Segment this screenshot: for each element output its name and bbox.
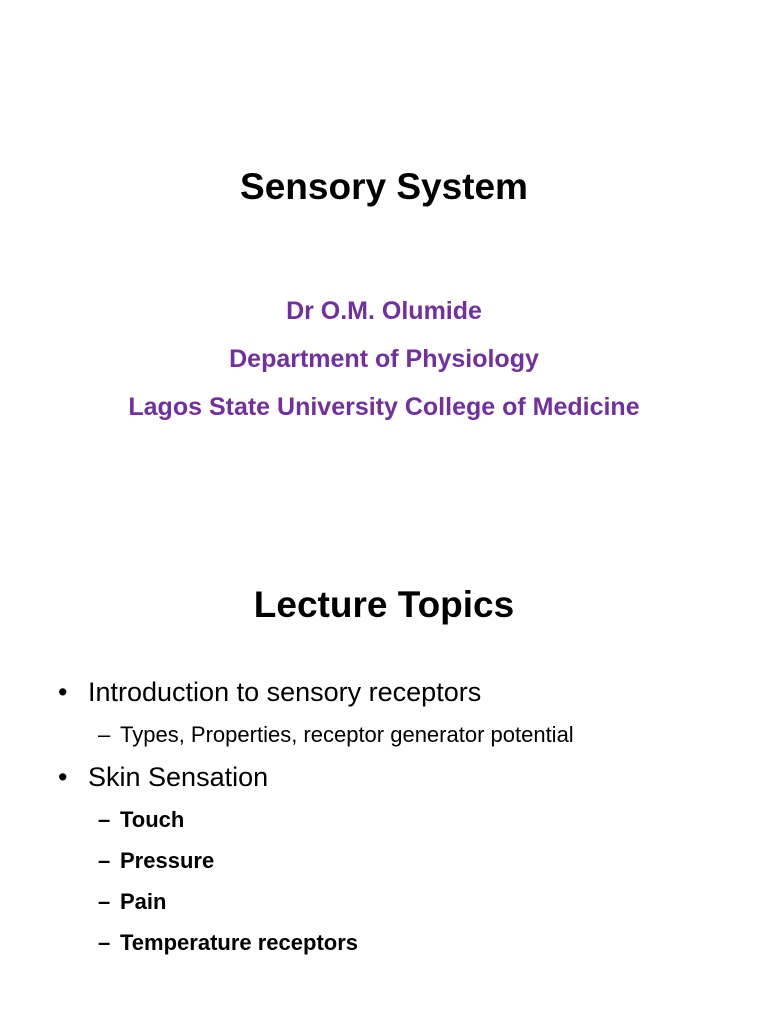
topics-title: Lecture Topics (253, 584, 515, 625)
topics-list (58, 670, 748, 963)
dash-icon: – (98, 722, 111, 747)
topic-bullet (58, 755, 748, 799)
topic-text: Introduction to sensory receptors (88, 677, 482, 707)
topic-subitem (58, 840, 748, 881)
subitem-text: Touch (120, 807, 185, 832)
institution-name: Lagos State University College of Medicine (128, 393, 640, 421)
topic-text: Skin Sensation (88, 762, 269, 792)
slide-subtitle (0, 287, 768, 431)
subitem-text: Pressure (120, 848, 215, 873)
author-name: Dr O.M. Olumide (286, 297, 482, 325)
topic-subitem (58, 922, 748, 963)
subitem-text: Pain (120, 889, 167, 914)
topic-subitem (58, 799, 748, 840)
title-slide (0, 0, 768, 500)
topic-subitem (58, 881, 748, 922)
bullet-dot-icon: • (58, 677, 68, 707)
topics-slide (0, 560, 768, 1000)
bullet-dot-icon: • (58, 762, 68, 792)
dash-icon: – (98, 807, 111, 832)
topic-bullet (58, 670, 748, 714)
topic-subitem (58, 714, 748, 755)
dash-icon: – (98, 930, 111, 955)
department-name: Department of Physiology (229, 345, 539, 373)
dash-icon: – (98, 848, 111, 873)
subitem-text: Types, Properties, receptor generator potential (120, 722, 574, 747)
subitem-text: Temperature receptors (120, 930, 359, 955)
slide-title: Sensory System (240, 166, 528, 207)
dash-icon: – (98, 889, 111, 914)
